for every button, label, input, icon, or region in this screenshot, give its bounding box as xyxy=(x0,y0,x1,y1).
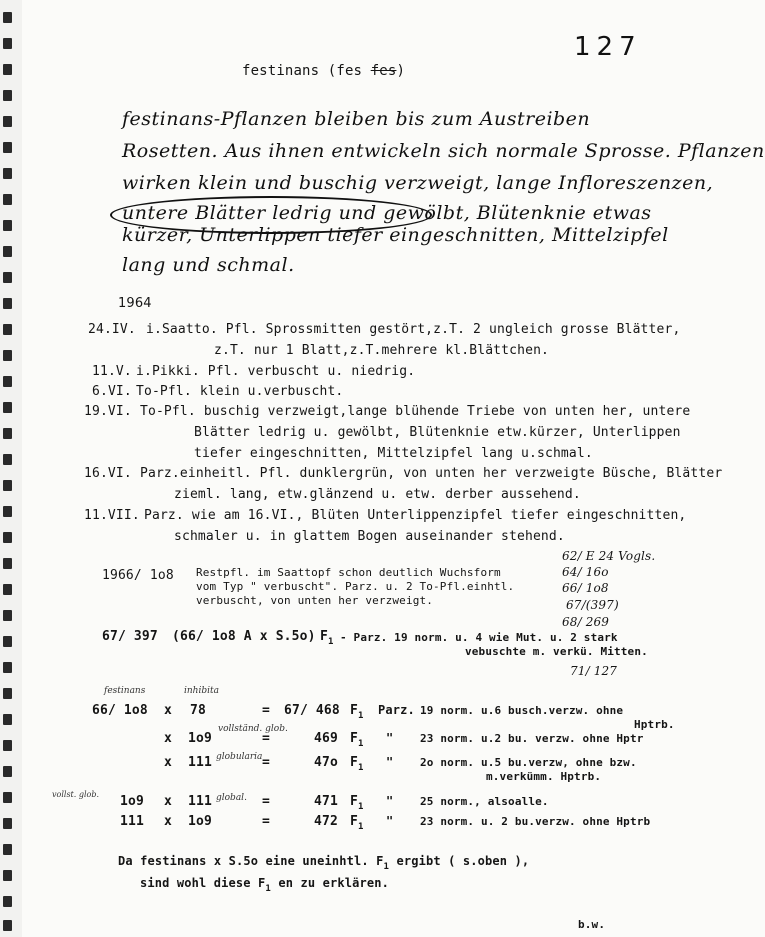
binder-hole xyxy=(3,428,12,439)
table-cell-result: 67/ 468 xyxy=(284,703,340,718)
obs-text: Parz. wie am 16.VI., Blüten Unterlippenzipfel tiefer eingeschnitten, xyxy=(144,508,687,523)
entry-67-text: - Parz. 19 norm. u. 4 wie Mut. u. 2 stark xyxy=(340,631,618,644)
binder-hole xyxy=(3,64,12,75)
handwritten-line: wirken klein und buschig verzweigt, lange Infloreszenzen, xyxy=(122,172,714,194)
reference-note: 68/ 269 xyxy=(562,615,610,629)
f1-label: $F_1$ xyxy=(350,731,364,749)
binder-hole xyxy=(3,350,12,361)
table-cell-eq: = xyxy=(262,703,270,718)
binder-hole xyxy=(3,376,12,387)
binder-hole xyxy=(3,688,12,699)
table-cell-desc: 23 norm. u. 2 bu.verzw. ohne Hptrb xyxy=(420,815,651,828)
table-cell-desc: m.verkümm. Hptrb. xyxy=(486,770,602,783)
entry-1966-label: 1966/ 1o8 xyxy=(102,568,174,583)
table-cell-desc: 23 norm. u.2 bu. verzw. ohne Hptr xyxy=(420,732,644,745)
obs-text: To-Pfl. klein u.verbuscht. xyxy=(136,384,344,399)
obs-text: To-Pfl. buschig verzweigt,lange blühende Triebe von unten her, untere xyxy=(140,404,691,419)
binder-hole xyxy=(3,870,12,881)
entry-1966-text: verbuscht, von unten her verzweigt. xyxy=(196,594,434,607)
table-cell-result: 47o xyxy=(314,755,338,770)
table-cell-parz: " xyxy=(386,755,394,769)
obs-date: 11.VII. xyxy=(84,508,140,523)
table-cell-result: 472 xyxy=(314,814,338,829)
handwritten-line: untere Blätter ledrig und gewölbt, Blütenknie etwas xyxy=(122,202,652,224)
obs-text: Parz.einheitl. Pfl. dunklergrün, von unten her verzweigte Büsche, Blätter xyxy=(140,466,723,481)
table-cell-eq: = xyxy=(262,731,270,746)
handwritten-line: festinans-Pflanzen bleiben bis zum Austreiben xyxy=(122,108,591,130)
page-title: festinans (fes fes) xyxy=(242,63,406,79)
binder-hole xyxy=(3,920,12,931)
table-cell-parz: " xyxy=(386,731,394,745)
binder-hole xyxy=(3,246,12,257)
table-cell-p1: 111 xyxy=(120,814,144,829)
column-head: festinans xyxy=(104,686,146,696)
obs-date: 6.VI. xyxy=(92,384,132,399)
binder-hole xyxy=(3,116,12,127)
obs-text-cont: z.T. nur 1 Blatt,z.T.mehrere kl.Blättchen. xyxy=(214,343,550,358)
table-cell-x: x xyxy=(164,731,172,746)
table-cell-x: x xyxy=(164,794,172,809)
table-cell-parz: Parz. xyxy=(378,703,415,717)
binder-hole xyxy=(3,558,12,569)
handwritten-annotation: globularia xyxy=(216,752,263,762)
f1-label: $F_1$ xyxy=(350,814,364,832)
table-cell-p1: 1o9 xyxy=(120,794,144,809)
table-cell-eq: = xyxy=(262,814,270,829)
binder-strip xyxy=(0,0,22,937)
entry-1966-text: vom Typ " verbuscht". Parz. u. 2 To-Pfl.einhtl. xyxy=(196,580,515,593)
obs-text-cont: zieml. lang, etw.glänzend u. etw. derber aussehend. xyxy=(174,487,581,502)
page-number: 127 xyxy=(574,32,642,62)
binder-hole xyxy=(3,636,12,647)
binder-hole xyxy=(3,662,12,673)
table-cell-eq: = xyxy=(262,755,270,770)
binder-hole xyxy=(3,38,12,49)
table-cell-parz: " xyxy=(386,794,394,808)
table-cell-p1: 66/ 1o8 xyxy=(92,703,148,718)
binder-hole xyxy=(3,142,12,153)
binder-hole xyxy=(3,454,12,465)
year-label: 1964 xyxy=(118,296,152,311)
table-cell-result: 469 xyxy=(314,731,338,746)
binder-hole xyxy=(3,610,12,621)
entry-1966-text: Restpfl. im Saattopf schon deutlich Wuchsform xyxy=(196,566,501,579)
table-cell-p2: 111 xyxy=(188,794,212,809)
entry-67-ref: 71/ 127 xyxy=(570,664,618,678)
table-cell-p2: 1o9 xyxy=(188,731,212,746)
table-cell-eq: = xyxy=(262,794,270,809)
obs-text-cont: Blätter ledrig u. gewölbt, Blütenknie etw.kürzer, Unterlippen xyxy=(194,425,681,440)
table-cell-parz: " xyxy=(386,814,394,828)
binder-hole xyxy=(3,714,12,725)
conclusion-line: Da festinans x S.5o eine uneinhtl. $F_1$ ergibt ( s.oben ), xyxy=(118,854,530,872)
binder-hole xyxy=(3,220,12,231)
conclusion-line: sind wohl diese $F_1$ en zu erklären. xyxy=(140,876,389,894)
obs-date: 24.IV. xyxy=(88,322,136,337)
f1-label: $F_1$ xyxy=(350,755,364,773)
table-cell-desc: 2o norm. u.5 bu.verzw, ohne bzw. xyxy=(420,756,637,769)
binder-hole xyxy=(3,324,12,335)
obs-text-cont: schmaler u. in glattem Bogen auseinander stehend. xyxy=(174,529,565,544)
handwritten-annotation: global. xyxy=(216,793,247,803)
obs-date: 19.VI. xyxy=(84,404,132,419)
table-cell-p2: 111 xyxy=(188,755,212,770)
binder-hole xyxy=(3,90,12,101)
table-cell-x: x xyxy=(164,755,172,770)
binder-hole xyxy=(3,740,12,751)
binder-hole xyxy=(3,896,12,907)
table-cell-desc: Hptrb. xyxy=(634,718,675,731)
reference-note: 67/(397) xyxy=(566,598,619,612)
reference-note: 64/ 16o xyxy=(562,565,609,579)
f1-label: $F_1$ xyxy=(320,629,334,647)
handwritten-annotation: vollst. glob. xyxy=(52,790,100,799)
obs-date: 16.VI. xyxy=(84,466,132,481)
binder-hole xyxy=(3,480,12,491)
binder-hole xyxy=(3,168,12,179)
binder-hole xyxy=(3,792,12,803)
f1-label: $F_1$ xyxy=(350,794,364,812)
handwritten-line: Rosetten. Aus ihnen entwickeln sich normale Sprosse. Pflanzen xyxy=(122,140,765,162)
entry-67-text: vebuschte m. verkü. Mitten. xyxy=(465,645,648,658)
column-head: inhibita xyxy=(184,686,219,696)
binder-hole xyxy=(3,402,12,413)
table-cell-desc: 25 norm., alsoalle. xyxy=(420,795,549,808)
obs-text: i.Saatto. Pfl. Sprossmitten gestört,z.T. 2 ungleich grosse Blätter, xyxy=(146,322,681,337)
table-cell-desc: 19 norm. u.6 busch.verzw. ohne xyxy=(420,704,624,717)
binder-hole xyxy=(3,506,12,517)
binder-hole xyxy=(3,272,12,283)
page-turn-note: b.w. xyxy=(578,918,606,931)
table-cell-p2: 78 xyxy=(190,703,206,718)
handwritten-line: kürzer, Unterlippen tiefer eingeschnitten, Mittelzipfel xyxy=(122,224,669,246)
binder-hole xyxy=(3,12,12,23)
obs-text: i.Pikki. Pfl. verbuscht u. niedrig. xyxy=(136,364,416,379)
reference-note: 62/ E 24 Vogls. xyxy=(562,549,656,563)
handwritten-line: lang und schmal. xyxy=(122,254,295,276)
binder-hole xyxy=(3,584,12,595)
table-cell-p2: 1o9 xyxy=(188,814,212,829)
table-cell-result: 471 xyxy=(314,794,338,809)
table-cell-x: x xyxy=(164,814,172,829)
binder-hole xyxy=(3,532,12,543)
entry-67-cross: (66/ 1o8 A x S.5o) xyxy=(172,629,316,644)
f1-label: $F_1$ xyxy=(350,703,364,721)
obs-date: 11.V. xyxy=(92,364,132,379)
table-cell-x: x xyxy=(164,703,172,718)
binder-hole xyxy=(3,298,12,309)
binder-hole xyxy=(3,818,12,829)
binder-hole xyxy=(3,194,12,205)
binder-hole xyxy=(3,766,12,777)
reference-note: 66/ 1o8 xyxy=(562,581,609,595)
binder-hole xyxy=(3,844,12,855)
document-page xyxy=(22,0,765,937)
handwritten-annotation: vollständ. glob. xyxy=(218,724,288,734)
entry-67-label: 67/ 397 xyxy=(102,629,158,644)
obs-text-cont: tiefer eingeschnitten, Mittelzipfel lang u.schmal. xyxy=(194,446,593,461)
